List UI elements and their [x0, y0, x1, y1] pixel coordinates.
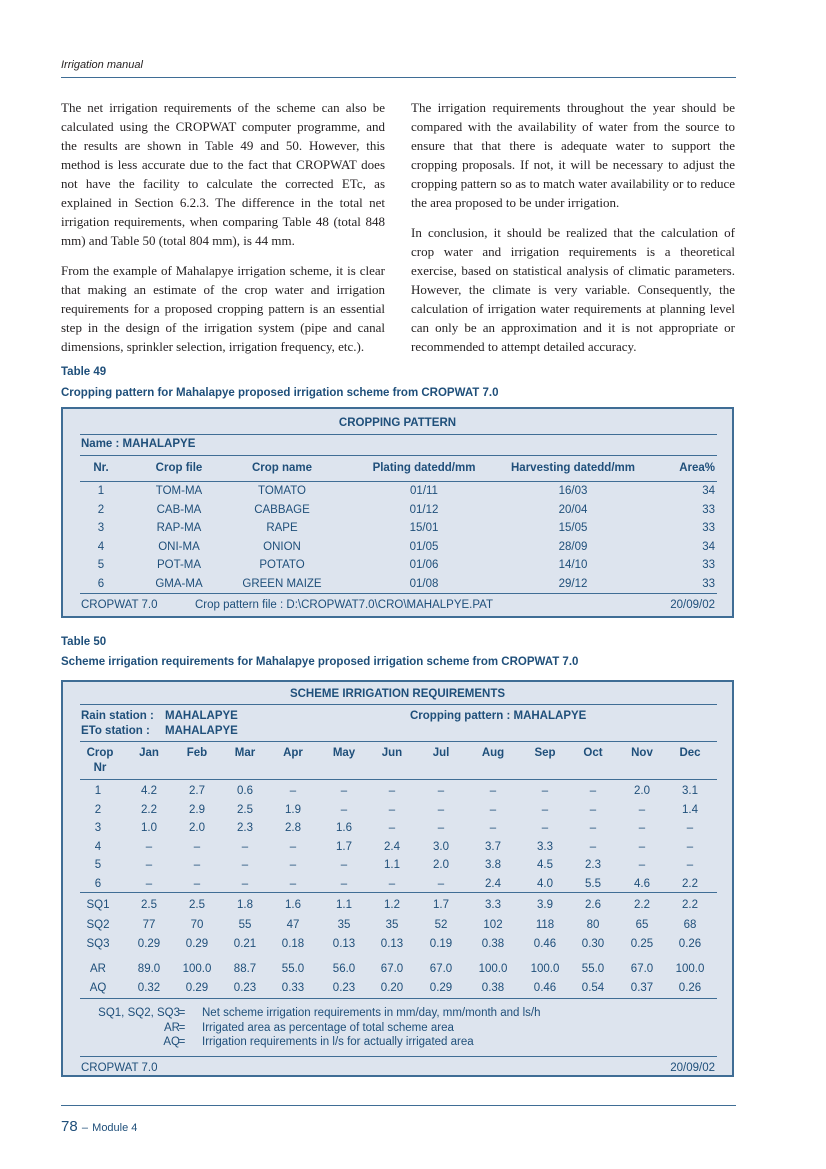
legend-eq: =	[178, 1036, 186, 1048]
area-cell: 0.37	[630, 982, 654, 994]
divider	[80, 1056, 717, 1057]
area-cell: 0.23	[233, 982, 257, 994]
sq-cell: 3.3	[485, 899, 501, 911]
area-cell: 55.0	[281, 963, 305, 975]
crop-cell: –	[686, 859, 694, 872]
crop-cell: 2.8	[285, 822, 301, 835]
rain-station-value: MAHALAPYE	[165, 710, 238, 722]
page-footer	[61, 1118, 137, 1135]
table49-cell: RAP-MA	[156, 522, 202, 534]
crop-cell: –	[289, 840, 297, 853]
table49-cell: 01/11	[410, 485, 438, 497]
divider	[80, 892, 717, 893]
crop-cell: 5.5	[585, 878, 601, 890]
month-header: May	[332, 747, 356, 759]
sq-cell: 3.9	[537, 899, 553, 911]
table49-header-cell: Plating datedd/mm	[372, 462, 476, 474]
crop-cell: 1.9	[285, 803, 301, 816]
footer-dash: –	[81, 1122, 88, 1134]
month-header: Apr	[283, 747, 303, 759]
table49-footer-date: 20/09/02	[670, 599, 715, 611]
table49-header-cell: Area%	[679, 462, 715, 474]
table50-caption: Scheme irrigation requirements for Mahalapye proposed irrigation scheme from CROPWAT 7.0	[61, 656, 579, 668]
crop-cell: –	[145, 840, 153, 853]
sq-cell: 77	[142, 918, 156, 931]
table49-footer-left: CROPWAT 7.0	[81, 599, 158, 611]
sq-cell: SQ3	[86, 938, 110, 950]
crop-cell: –	[289, 785, 297, 797]
table49-cell: 33	[702, 559, 715, 571]
area-cell: 0.23	[332, 982, 356, 994]
crop-cell: –	[489, 803, 497, 816]
crop-cell: –	[437, 822, 445, 835]
crop-cell: 2.9	[189, 803, 205, 816]
month-header: Nov	[631, 747, 653, 759]
crop-cell: 2.0	[189, 822, 205, 835]
rain-station-label: Rain station :	[81, 710, 154, 722]
divider	[80, 481, 717, 482]
area-cell: 0.33	[281, 982, 305, 994]
sq-cell: 0.18	[281, 938, 305, 950]
crop-cell: –	[388, 822, 396, 835]
area-cell: 100.0	[530, 963, 560, 975]
eto-station-label: ETo station :	[81, 725, 150, 737]
table50-title: SCHEME IRRIGATION REQUIREMENTS	[289, 688, 506, 700]
table49-cell: 6	[97, 577, 105, 590]
table50-footer-left: CROPWAT 7.0	[81, 1062, 158, 1074]
sq-cell: 2.5	[189, 899, 205, 911]
crop-cell: –	[638, 859, 646, 872]
divider	[80, 455, 717, 456]
table49-cell: POTATO	[259, 559, 305, 571]
sq-cell: 0.13	[380, 938, 404, 950]
cropping-pattern: Cropping pattern : MAHALAPYE	[410, 710, 587, 722]
legend-eq: =	[178, 1007, 186, 1019]
sq-cell: 52	[434, 918, 448, 931]
crop-cell: –	[340, 878, 348, 890]
crop-cell: 4.5	[537, 859, 553, 872]
sq-cell: 0.29	[137, 938, 161, 950]
sq-cell: 70	[190, 918, 204, 931]
table49-cell: RAPE	[266, 522, 298, 534]
sq-cell: 35	[337, 918, 351, 931]
table49-cell: 33	[702, 503, 715, 516]
crop-cell: –	[589, 785, 597, 797]
area-cell: AR	[90, 963, 106, 975]
area-cell: 100.0	[182, 963, 212, 975]
table49-header-cell: Crop file	[155, 462, 203, 474]
sq-cell: 0.26	[678, 938, 702, 950]
table49-cell: 01/06	[409, 559, 439, 571]
table49-cell: 01/12	[409, 503, 439, 516]
area-cell: 67.0	[630, 963, 654, 975]
crop-cell: –	[541, 803, 549, 816]
crop-cell: 2.0	[433, 859, 449, 872]
crop-cell: –	[289, 859, 297, 872]
sq-cell: 1.2	[384, 899, 400, 911]
table49-cell: 01/05	[409, 540, 439, 553]
crop-cell: 2.2	[682, 878, 698, 890]
sq-cell: 1.8	[237, 899, 253, 911]
crop-cell: –	[638, 822, 646, 835]
header-rule	[61, 77, 736, 78]
area-cell: 0.54	[581, 982, 605, 994]
footer-rule	[61, 1105, 736, 1106]
paragraph: From the example of Mahalapye irrigation scheme, it is clear that making an estimate of the crop water and irrigation requirements for a proposed cropping pattern is an essential step in the design of the irrigation system (pipe and canal dimensions, sprinkler selection, irrigation frequency, etc.).	[61, 263, 385, 354]
crop-cell: 5	[94, 859, 102, 872]
crop-cell: –	[638, 840, 646, 853]
table49-cell: 14/10	[558, 559, 588, 571]
crop-cell: 1.1	[384, 859, 400, 872]
crop-cell: –	[541, 822, 549, 835]
sq-cell: 0.30	[581, 938, 605, 950]
table50-box	[61, 680, 734, 1077]
divider	[80, 998, 717, 999]
legend-text: Net scheme irrigation requirements in mm/day, mm/month and ls/h	[202, 1007, 541, 1019]
table49-header-cell: Crop name	[251, 462, 313, 474]
crop-cell: –	[193, 840, 201, 853]
divider	[80, 434, 717, 435]
table49-cell: 5	[97, 559, 105, 571]
table49-cell: 33	[702, 577, 715, 590]
table49-cell: CABBAGE	[254, 503, 310, 516]
table49-cell: 34	[702, 540, 715, 553]
area-cell: 89.0	[137, 963, 161, 975]
sq-cell: SQ2	[86, 918, 110, 931]
crop-cell: 3.0	[433, 840, 449, 853]
area-cell: 0.26	[678, 982, 702, 994]
table49-cell: POT-MA	[156, 559, 202, 571]
crop-cell: 3.8	[485, 859, 501, 872]
crop-cell: –	[686, 840, 694, 853]
legend-key: SQ1, SQ2, SQ3	[98, 1007, 180, 1019]
sq-cell: 2.2	[634, 899, 650, 911]
sq-cell: 0.29	[185, 938, 209, 950]
table49-cell: CAB-MA	[156, 503, 202, 516]
crop-cell: –	[388, 785, 396, 797]
area-cell: 0.29	[429, 982, 453, 994]
month-header: Dec	[679, 747, 701, 759]
sq-cell: 102	[483, 918, 503, 931]
divider	[80, 741, 717, 742]
table49-cell: GMA-MA	[155, 577, 203, 590]
page-number: 78	[61, 1118, 78, 1135]
crop-cell: –	[388, 803, 396, 816]
crop-cell: 2	[94, 803, 102, 816]
table49-cell: TOMATO	[258, 485, 306, 497]
crop-cell: –	[145, 878, 153, 890]
month-header: Sep	[534, 747, 556, 759]
legend-key: AR	[164, 1021, 180, 1034]
crop-cell: 0.6	[237, 785, 253, 797]
area-cell: 55.0	[581, 963, 605, 975]
area-cell: 100.0	[675, 963, 705, 975]
crop-cell: 2.3	[585, 859, 601, 872]
crop-cell: 2.3	[237, 822, 253, 835]
area-cell: 88.7	[233, 963, 257, 975]
sq-cell: 55	[238, 918, 252, 931]
table49-cell: 33	[702, 522, 715, 534]
left-column	[61, 98, 385, 367]
crop-cell: –	[388, 878, 396, 890]
area-cell: 0.20	[380, 982, 404, 994]
area-cell: 100.0	[478, 963, 508, 975]
crop-cell: –	[541, 785, 549, 797]
crop-cell: 2.5	[237, 803, 253, 816]
paragraph: The irrigation requirements throughout the year should be compared with the availability of water from the source to ensure that that there is adequate water to support the cropping proposals. If not, it will be necessary to adjust the cropping pattern so as to match water availability or to reduce the area proposed to be under irrigation.	[411, 100, 735, 210]
table49-cell: GREEN MAIZE	[242, 577, 322, 590]
sq-cell: 0.21	[233, 938, 257, 950]
sq-cell: 1.1	[336, 899, 352, 911]
divider	[80, 593, 717, 594]
month-header: Feb	[186, 747, 208, 759]
table49-cell: 2	[97, 503, 105, 516]
sq-cell: 0.46	[533, 938, 557, 950]
running-header: Irrigation manual	[61, 59, 143, 71]
sq-cell: 2.2	[682, 899, 698, 911]
crop-cell: 4.0	[537, 878, 553, 890]
module-label: Module 4	[92, 1122, 138, 1134]
crop-cell: –	[589, 803, 597, 816]
table49-cell: 20/04	[558, 503, 588, 516]
table50-footer-date: 20/09/02	[670, 1062, 715, 1074]
crop-cell: 2.0	[634, 785, 650, 797]
crop-cell: –	[437, 803, 445, 816]
table49-header-cell: Nr.	[93, 462, 109, 474]
sq-cell: 0.19	[429, 938, 453, 950]
crop-cell: –	[437, 785, 445, 797]
crop-cell: 1.4	[682, 803, 698, 816]
table49-cell: 29/12	[558, 577, 588, 590]
eto-station-value: MAHALAPYE	[165, 725, 238, 737]
sq-cell: 0.38	[481, 938, 505, 950]
table50-label: Table 50	[61, 636, 107, 648]
month-header: Oct	[583, 747, 603, 759]
table49-footer-file: Crop pattern file : D:\CROPWAT7.0\CRO\MAHALPYE.PAT	[195, 599, 494, 611]
paragraph: In conclusion, it should be realized that the calculation of crop water and irrigation requirements is a theoretical exercise, based on statistical analysis of climatic parameters. However, the climate is very variable. Consequently, the calculation of irrigation water requirements at planning level can only be an approximation and it is not appropriate or recommended to attempt detailed accuracy.	[411, 225, 735, 354]
table49-label: Table 49	[61, 366, 107, 378]
area-cell: 67.0	[380, 963, 404, 975]
table49-cell: ONI-MA	[158, 540, 200, 553]
legend-text: Irrigated area as percentage of total scheme area	[202, 1021, 454, 1034]
crop-cell: –	[145, 859, 153, 872]
crop-cell: –	[589, 840, 597, 853]
crop-cell: 3.1	[682, 785, 698, 797]
sq-cell: 0.13	[332, 938, 356, 950]
crop-cell: 2.4	[384, 840, 400, 853]
crop-cell: –	[589, 822, 597, 835]
crop-cell: –	[340, 785, 348, 797]
table49-cell: 4	[97, 540, 105, 553]
table49-cell: 3	[97, 522, 105, 534]
sq-cell: 1.7	[433, 899, 449, 911]
table49-cell: 1	[97, 485, 105, 497]
area-cell: 0.46	[533, 982, 557, 994]
crop-cell: 1.0	[141, 822, 157, 835]
legend-eq: =	[178, 1021, 186, 1034]
crop-cell: 4.2	[141, 785, 157, 797]
sq-cell: SQ1	[86, 899, 110, 911]
month-header: Mar	[234, 747, 256, 759]
table49-cell: 15/05	[558, 522, 588, 534]
crop-cell: –	[241, 878, 249, 890]
crop-cell: –	[289, 878, 297, 890]
table49-cell: 16/03	[558, 485, 588, 497]
crop-cell: –	[340, 859, 348, 872]
crop-cell: –	[241, 840, 249, 853]
paragraph: The net irrigation requirements of the scheme can also be calculated using the CROPWAT computer programme, and the results are shown in Table 49 and 50. However, this method is less accurate due to the fact that CROPWAT does not have the facility to calculate the corrected ETc, as explained in Section 6.2.3. The difference in the total net irrigation requirements, when comparing Table 48 (total 848 mm) and Table 50 (total 804 mm), is 44 mm.	[61, 100, 385, 248]
area-cell: 56.0	[332, 963, 356, 975]
crop-cell: –	[489, 785, 497, 797]
month-header: Aug	[481, 747, 505, 759]
sq-cell: 2.6	[585, 899, 601, 911]
right-column	[411, 98, 735, 367]
crop-cell: 2.7	[189, 785, 205, 797]
table49-cell: 01/08	[409, 577, 439, 590]
table49-cell: 28/09	[558, 540, 588, 553]
crop-cell: 1.6	[336, 822, 352, 835]
crop-cell: 3.7	[485, 840, 501, 853]
crop-cell: 3.3	[537, 840, 553, 853]
crop-cell: 3	[94, 822, 102, 835]
table49-cell: 15/01	[409, 522, 439, 534]
sq-cell: 68	[683, 918, 697, 931]
sq-cell: 2.5	[141, 899, 157, 911]
crop-cell: –	[489, 822, 497, 835]
sq-cell: 118	[535, 918, 555, 931]
legend-key: AQ	[163, 1036, 180, 1048]
table49-cell: 34	[702, 485, 715, 497]
sq-cell: 47	[286, 918, 300, 931]
table49-cell: ONION	[263, 540, 301, 553]
crop-header: Crop	[86, 747, 114, 759]
area-cell: 67.0	[429, 963, 453, 975]
sq-cell: 0.25	[630, 938, 654, 950]
sq-cell: 1.6	[285, 899, 301, 911]
crop-cell: –	[193, 878, 201, 890]
table49-box	[61, 407, 734, 618]
area-cell: 0.38	[481, 982, 505, 994]
month-header: Jul	[432, 747, 450, 759]
table49-title: CROPPING PATTERN	[338, 417, 457, 429]
area-cell: AQ	[89, 982, 107, 994]
table49-header-cell: Harvesting datedd/mm	[511, 462, 635, 474]
sq-cell: 35	[385, 918, 399, 931]
crop-cell: 2.4	[485, 878, 501, 890]
table49-cell: TOM-MA	[155, 485, 203, 497]
crop-cell: 2.2	[141, 803, 157, 816]
crop-cell: 1	[94, 785, 102, 797]
sq-cell: 80	[586, 918, 600, 931]
divider	[80, 779, 717, 780]
crop-cell: –	[638, 803, 646, 816]
month-header: Jan	[139, 747, 159, 759]
crop-cell: –	[686, 822, 694, 835]
area-cell: 0.29	[185, 982, 209, 994]
nr-header: Nr	[93, 762, 107, 774]
crop-cell: –	[193, 859, 201, 872]
month-header: Jun	[381, 747, 403, 759]
divider	[80, 704, 717, 705]
sq-cell: 65	[635, 918, 649, 931]
crop-cell: –	[340, 803, 348, 816]
legend-text: Irrigation requirements in l/s for actually irrigated area	[202, 1036, 474, 1048]
crop-cell: 6	[94, 878, 102, 890]
crop-cell: 4	[94, 840, 102, 853]
crop-cell: –	[241, 859, 249, 872]
crop-cell: 4.6	[634, 878, 650, 890]
area-cell: 0.32	[137, 982, 161, 994]
table49-name: Name : MAHALAPYE	[81, 438, 196, 450]
crop-cell: 1.7	[336, 840, 352, 853]
table49-caption: Cropping pattern for Mahalapye proposed irrigation scheme from CROPWAT 7.0	[61, 387, 499, 399]
crop-cell: –	[437, 878, 445, 890]
